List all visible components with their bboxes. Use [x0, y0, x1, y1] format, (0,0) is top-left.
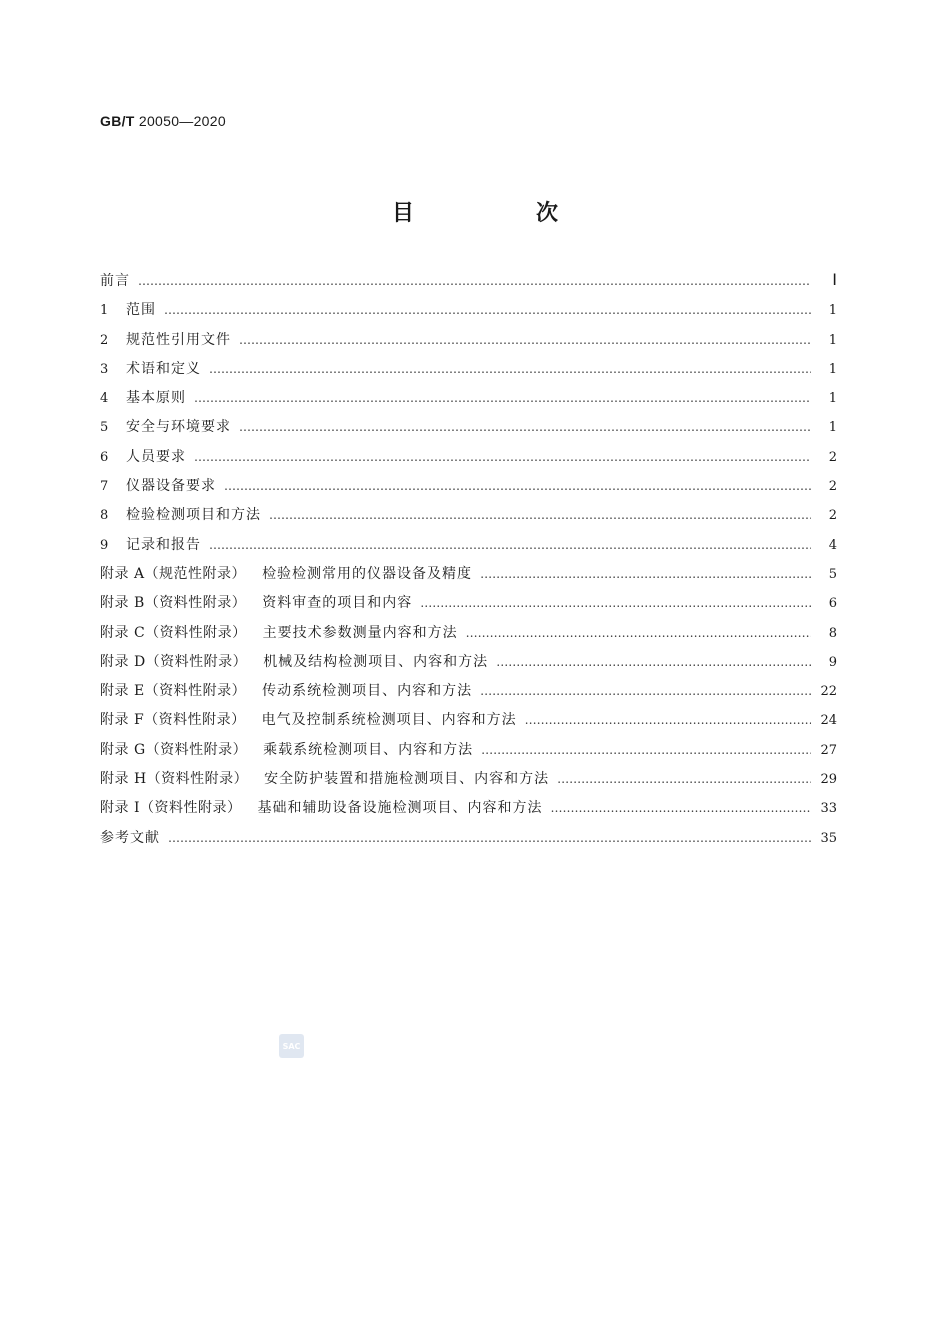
toc-entry-leader-dots	[496, 655, 811, 669]
toc-entry-page-number: 29	[820, 772, 837, 788]
toc-entry-title: 资料审查的项目和内容	[262, 595, 413, 612]
toc-entry-leader-dots	[224, 479, 811, 493]
toc-entry-appendix-label: 附录 H（资料性附录）	[100, 771, 249, 788]
toc-entry-leader-dots	[525, 713, 811, 727]
standard-code	[100, 113, 226, 129]
toc-entry-title: 人员要求	[126, 448, 186, 465]
toc-entry[interactable]	[100, 739, 837, 768]
toc-entry-page-number: 33	[820, 801, 837, 817]
toc-entry-title: 电气及控制系统检测项目、内容和方法	[261, 712, 517, 729]
toc-entry-title: 前言	[100, 273, 130, 289]
toc-entry[interactable]	[100, 329, 837, 358]
toc-entry[interactable]	[100, 827, 837, 856]
toc-entry[interactable]	[100, 504, 837, 533]
page-title: 目 次	[391, 201, 608, 226]
toc-entry-leader-dots	[466, 626, 811, 640]
toc-entry-title: 安全防护装置和措施检测项目、内容和方法	[264, 771, 550, 788]
toc-entry-page-number: 24	[820, 713, 837, 729]
toc-entry-title: 检验检测项目和方法	[126, 507, 261, 524]
toc-entry-page-number: 1	[828, 332, 837, 348]
sac-logo-icon	[279, 1034, 304, 1058]
toc-entry-page-number: 2	[828, 508, 837, 524]
toc-entry-title: 基础和辅助设备设施检测项目、内容和方法	[257, 800, 543, 817]
toc-entry-number: 9	[100, 537, 109, 553]
toc-entry-leader-dots	[557, 772, 811, 786]
toc-entry-leader-dots	[194, 450, 811, 464]
toc-entry-leader-dots	[209, 538, 811, 552]
toc-entry[interactable]	[100, 592, 837, 621]
toc-entry-leader-dots	[550, 801, 811, 815]
toc-entry-title: 检验检测常用的仪器设备及精度	[262, 565, 473, 582]
toc-entry-page-number: 2	[828, 479, 837, 495]
toc-entry-page-number: 27	[820, 742, 837, 758]
toc-entry-number: 3	[100, 361, 109, 377]
toc-entry-title: 安全与环境要求	[126, 419, 231, 436]
toc-entry-leader-dots	[420, 596, 811, 610]
toc-entry-page-number: 5	[828, 566, 837, 582]
toc-entry[interactable]	[100, 622, 837, 651]
toc-entry[interactable]	[100, 446, 837, 475]
toc-entry-page-number: 9	[828, 654, 837, 670]
toc-entry-number: 2	[100, 332, 109, 348]
toc-entry-appendix-label: 附录 A（规范性附录）	[100, 565, 247, 582]
toc-entry-number: 6	[100, 449, 109, 465]
toc-entry[interactable]	[100, 387, 837, 416]
toc-entry-leader-dots	[239, 333, 811, 347]
toc-entry-page-number: 8	[828, 625, 837, 641]
toc-entry-leader-dots	[138, 274, 811, 288]
toc-entry-number: 4	[100, 391, 109, 407]
toc-entry[interactable]	[100, 651, 837, 680]
toc-entry-page-number: 4	[828, 537, 837, 553]
toc-entry-number: 5	[100, 420, 109, 436]
toc-entry[interactable]	[100, 270, 837, 299]
toc-entry-leader-dots	[239, 420, 811, 434]
toc-entry-number: 8	[100, 508, 109, 524]
toc-entry[interactable]	[100, 797, 837, 826]
toc-entry-appendix-label: 附录 D（资料性附录）	[100, 653, 248, 670]
toc-entry-appendix-label: 附录 C（资料性附录）	[100, 624, 247, 641]
toc-entry-title: 机械及结构检测项目、内容和方法	[263, 653, 489, 670]
toc-entry-leader-dots	[194, 391, 811, 405]
toc-entry-title: 主要技术参数测量内容和方法	[262, 624, 458, 641]
toc-entry-leader-dots	[164, 303, 811, 317]
toc-entry-page-number: 2	[828, 449, 837, 465]
toc-entry-leader-dots	[168, 831, 811, 845]
toc-entry-number: 1	[100, 303, 109, 319]
toc-entry-leader-dots	[209, 362, 811, 376]
toc-entry-appendix-label: 附录 G（资料性附录）	[100, 741, 248, 758]
toc-entry-title: 参考文献	[100, 829, 160, 846]
toc-entry-page-number: 1	[828, 303, 837, 319]
toc-entry[interactable]	[100, 534, 837, 563]
toc-entry-title: 术语和定义	[126, 360, 201, 377]
toc-entry-appendix-label: 附录 B（资料性附录）	[100, 595, 247, 612]
toc-entry[interactable]	[100, 680, 837, 709]
toc-entry-leader-dots	[480, 684, 811, 698]
toc-entry-leader-dots	[269, 508, 811, 522]
toc-entry-title: 仪器设备要求	[126, 478, 216, 495]
toc-entry-page-number: 6	[828, 596, 837, 612]
toc-entry-title: 基本原则	[126, 390, 186, 407]
toc-entry[interactable]	[100, 358, 837, 387]
table-of-contents	[100, 270, 837, 856]
toc-entry-page-number: Ⅰ	[832, 272, 837, 289]
standard-code-prefix: GB/T	[100, 113, 135, 129]
toc-entry[interactable]	[100, 563, 837, 592]
toc-entry[interactable]	[100, 768, 837, 797]
toc-entry-appendix-label: 附录 E（资料性附录）	[100, 683, 247, 700]
logo-text: SAC	[282, 1042, 301, 1051]
toc-entry-appendix-label: 附录 I（资料性附录）	[100, 800, 242, 817]
toc-entry-page-number: 1	[828, 420, 837, 436]
toc-entry[interactable]	[100, 475, 837, 504]
toc-entry-appendix-label: 附录 F（资料性附录）	[100, 712, 246, 729]
toc-entry-leader-dots	[481, 743, 811, 757]
toc-entry-title: 记录和报告	[126, 536, 201, 553]
toc-entry-title: 规范性引用文件	[126, 331, 231, 348]
toc-entry-page-number: 35	[820, 830, 837, 846]
toc-entry-title: 乘载系统检测项目、内容和方法	[263, 741, 474, 758]
standard-code-number: 20050—2020	[138, 113, 226, 129]
toc-entry-title: 传动系统检测项目、内容和方法	[262, 683, 473, 700]
toc-entry-number: 7	[100, 479, 109, 495]
toc-entry-title: 范围	[126, 302, 156, 319]
toc-entry[interactable]	[100, 416, 837, 445]
toc-entry-leader-dots	[480, 567, 811, 581]
toc-entry[interactable]	[100, 709, 837, 738]
toc-entry-page-number: 1	[828, 361, 837, 377]
toc-entry-page-number: 1	[828, 391, 837, 407]
toc-entry-page-number: 22	[820, 684, 837, 700]
toc-entry[interactable]	[100, 299, 837, 328]
